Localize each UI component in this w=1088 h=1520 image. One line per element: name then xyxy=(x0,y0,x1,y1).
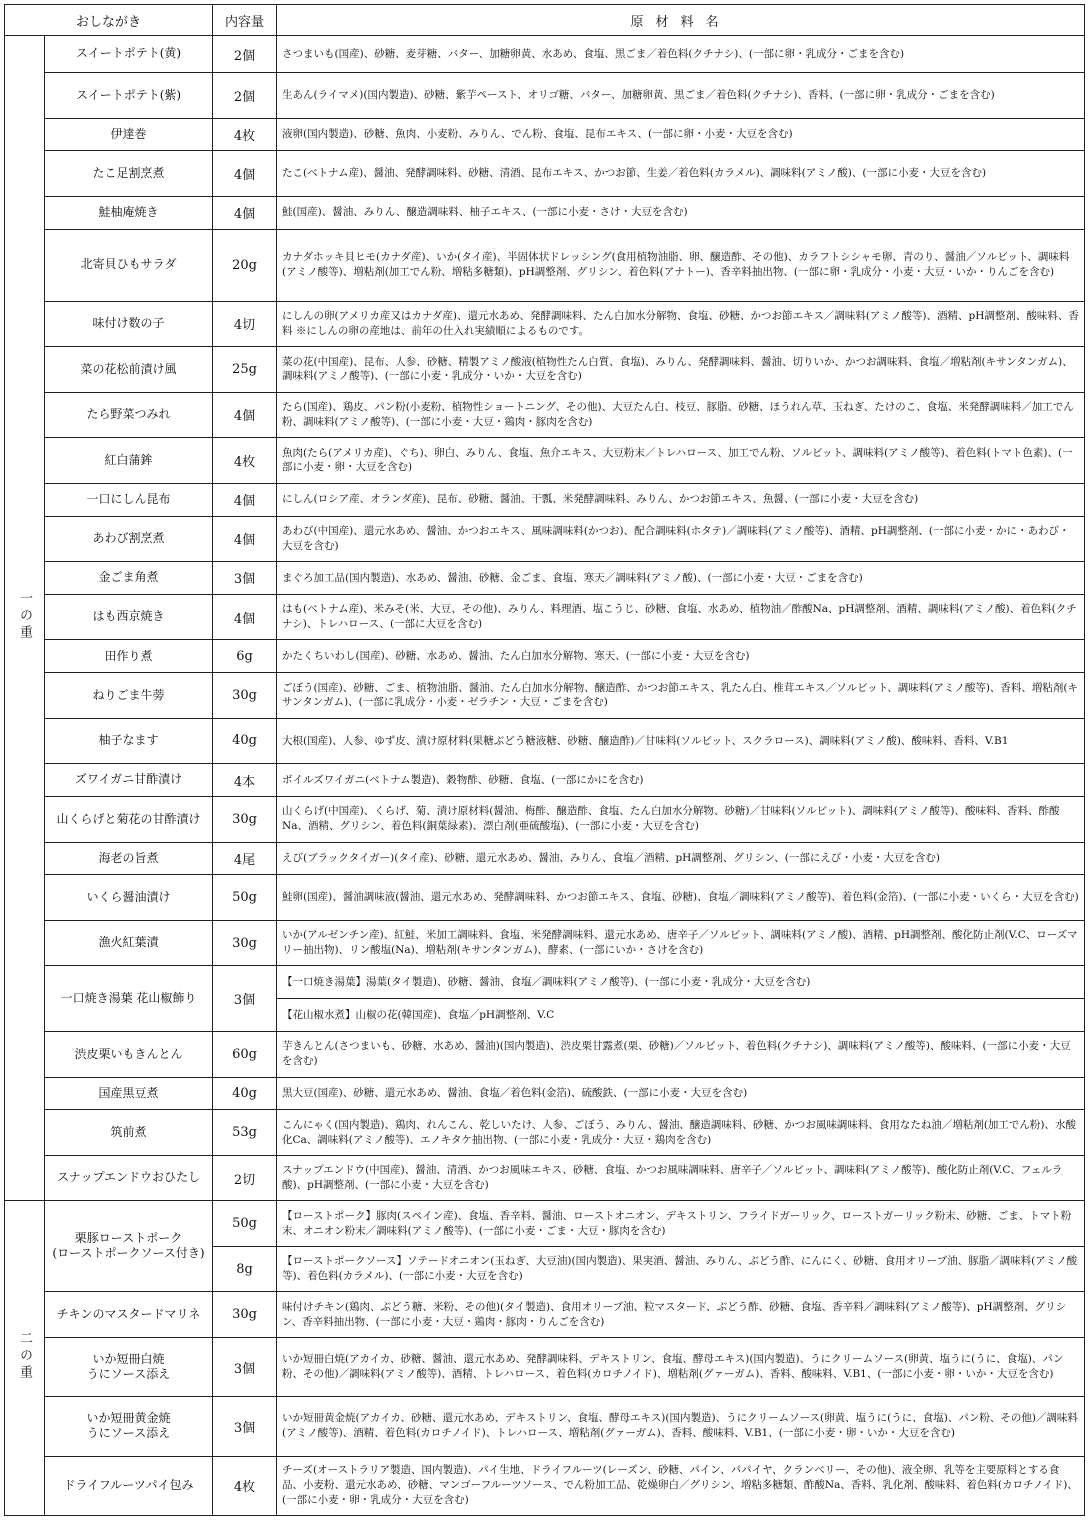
dish-name xyxy=(45,347,213,393)
table-row xyxy=(5,594,1085,640)
ingredients: えび(ブラックタイガー)(タイ産)、砂糖、還元水あめ、醤油、みりん、食塩／酒精、pH調整剤、グリシン、(一部にえび・小麦・大豆を含む) xyxy=(277,842,1085,875)
section-label-text: 二の重 xyxy=(17,1330,32,1382)
dish-name-line: ズワイガニ甘酢漬け xyxy=(74,772,183,787)
ingredients: 黒大豆(国産)、砂糖、還元水あめ、醤油、食塩／着色料(金箔)、硫酸鉄、(一部に小麦・大豆を含む) xyxy=(277,1077,1085,1110)
dish-name xyxy=(45,301,213,347)
dish-name xyxy=(45,797,213,843)
dish-name-line: 伊達巻 xyxy=(110,126,147,141)
dish-name xyxy=(45,1077,213,1110)
dish-name-line: はも西京焼き xyxy=(92,609,165,624)
dish-name xyxy=(45,516,213,562)
dish-name-line: スナップエンドウおひたし xyxy=(57,1170,200,1185)
ingredients: カナダホッキ貝ヒモ(カナダ産)、いか(タイ産)、半固体状ドレッシング(食用植物油脂、卵、醸造酢、その他)、カラフトシシャモ卵、青のり、醤油／ソルビット、調味料(アミノ酸等)、増粘剤(加工でん粉、増粘多糖類)、pH調整剤、グリシン、着色料(アナトー)、香辛料抽出物、(一部に卵・乳成分・小麦・大豆・いか・りんごを含む) xyxy=(277,229,1085,301)
ingredients: 芋きんとん(さつまいも、砂糖、水あめ、醤油)(国内製造)、渋皮栗甘露煮(栗、砂糖)／ソルビット、着色料(クチナシ)、調味料(アミノ酸等)、酸味料、(一部に小麦・大豆を含む) xyxy=(277,1032,1085,1078)
ingredients: いか短冊白焼(アカイカ、砂糖、醤油、還元水あめ、発酵調味料、デキストリン、食塩、酵母エキス)(国内製造)、うにクリームソース(卵黄、塩うに(うに、食塩)、パン粉、その他)／調味料(アミノ酸等)、酒精、トレハロース、着色料(カロチノイド)、増粘剤(グァーガム)、香料、酸味料、V.B1、(一部に小麦・卵・いか・大豆を含む) xyxy=(277,1337,1085,1396)
quantity: 20g xyxy=(213,229,277,301)
ingredients: 生あん(ライマメ)(国内製造)、砂糖、紫芋ペースト、オリゴ糖、バター、加糖卵黄、黒ごま／着色料(クチナシ)、香料、(一部に卵・乳成分・ごまを含む) xyxy=(277,73,1085,119)
table-row xyxy=(5,392,1085,438)
ingredients: まぐろ加工品(国内製造)、水あめ、醤油、砂糖、金ごま、食塩、寒天／調味料(アミノ酸)、(一部に小麦・大豆・ごまを含む) xyxy=(277,562,1085,595)
quantity: 25g xyxy=(213,347,277,393)
table-row xyxy=(5,1201,1085,1247)
dish-name-line: 金ごま角煮 xyxy=(98,570,159,585)
dish-name-line: チキンのマスタードマリネ xyxy=(56,1306,201,1321)
dish-name-line: 一口にしん昆布 xyxy=(86,491,171,506)
dish-name-line: 栗豚ローストポーク xyxy=(74,1230,183,1245)
ingredients: 鮭卵(国産)、醤油調味液(醤油、還元水あめ、発酵調味料、かつお節エキス、食塩、砂糖)、食塩／調味料(アミノ酸等)、着色料(金箔)、(一部に小麦・いくら・大豆を含む) xyxy=(277,875,1085,921)
dish-name xyxy=(45,1337,213,1396)
table-row xyxy=(5,483,1085,516)
table-body xyxy=(5,36,1085,1516)
dish-name-line: たら野菜つみれ xyxy=(86,407,171,422)
quantity: 4枚 xyxy=(213,1456,277,1515)
quantity: 30g xyxy=(213,673,277,719)
dish-name xyxy=(45,151,213,197)
dish-name xyxy=(45,392,213,438)
ingredients: いか(アルゼンチン産)、紅鮭、米加工調味料、食塩、米発酵調味料、還元水あめ、唐辛子／ソルビット、調味料(アミノ酸)、酒精、pH調整剤、酸化防止剤(V.C、ローズマリー抽出物)、リン酸塩(Na)、増粘剤(キサンタンガム)、酵素、(一部にいか・さけを含む) xyxy=(277,920,1085,966)
section-label xyxy=(5,36,45,1201)
quantity: 4個 xyxy=(213,196,277,229)
section-label xyxy=(5,1201,45,1516)
ingredients: スナップエンドウ(中国産)、醤油、清酒、かつお風味エキス、砂糖、食塩、かつお風味調味料、唐辛子／ソルビット、調味料(アミノ酸等)、酸化防止剤(V.C、フェルラ酸)、pH調整剤、(一部に小麦・大豆を含む) xyxy=(277,1155,1085,1201)
table-row xyxy=(5,1155,1085,1201)
dish-name xyxy=(45,1110,213,1156)
dish-name xyxy=(45,718,213,764)
table-row xyxy=(5,1456,1085,1515)
quantity: 4尾 xyxy=(213,842,277,875)
dish-name xyxy=(45,966,213,1032)
ingredients: 味付けチキン(鶏肉、ぶどう糖、米粉、その他)(タイ製造)、食用オリーブ油、粒マスタード、ぶどう酢、砂糖、食塩、香辛料／調味料(アミノ酸等)、pH調整剤、グリシン、香辛料抽出物、(一部に小麦・大豆・鶏肉・豚肉・りんごを含む) xyxy=(277,1292,1085,1338)
quantity: 3個 xyxy=(213,966,277,1032)
ingredients: 【ローストポークソース】ソテードオニオン(玉ねぎ、大豆油)(国内製造)、果実酒、醤油、みりん、ぶどう酢、にんにく、砂糖、食用オリーブ油、豚脂／調味料(アミノ酸等)、着色料(カラメル)、(一部に小麦・大豆を含む) xyxy=(277,1246,1085,1292)
table-row xyxy=(5,516,1085,562)
quantity: 4個 xyxy=(213,392,277,438)
table-row xyxy=(5,1337,1085,1396)
quantity: 4枚 xyxy=(213,438,277,484)
header-qty: 内容量 xyxy=(213,5,277,36)
dish-name xyxy=(45,438,213,484)
dish-name-line: 菜の花松前漬け風 xyxy=(80,361,177,376)
dish-name-line: いか短冊黄金焼 xyxy=(86,1410,171,1425)
table-row xyxy=(5,640,1085,673)
quantity: 8g xyxy=(213,1246,277,1292)
table-row xyxy=(5,673,1085,719)
ingredients: チーズ(オーストラリア製造、国内製造)、パイ生地、ドライフルーツ(レーズン、砂糖、パイン、パパイヤ、クランベリー、その他)、液全卵、乳等を主要原料とする食品、小麦粉、還元水あめ、砂糖、マンゴーフルーツソース、でん粉加工品、乾燥卵白／グリシン、増粘多糖類、酢酸Na、香料、乳化剤、酸味料、着色料(カロチノイド)、(一部に小麦・卵・乳成分・大豆を含む) xyxy=(277,1456,1085,1515)
section-label-text: 一の重 xyxy=(17,590,32,642)
quantity: 53g xyxy=(213,1110,277,1156)
ingredients: あわび(中国産)、還元水あめ、醤油、かつおエキス、風味調味料(かつお)、配合調味料(ホタテ)／調味料(アミノ酸等)、酒精、pH調整剤、(一部に小麦・かに・あわび・大豆を含む) xyxy=(277,516,1085,562)
ingredients: にしん(ロシア産、オランダ産)、昆布、砂糖、醤油、干瓢、米発酵調味料、みりん、かつお節エキス、魚醤、(一部に小麦・大豆を含む) xyxy=(277,483,1085,516)
ingredients: 【一口焼き湯葉】湯葉(タイ製造)、砂糖、醤油、食塩／調味料(アミノ酸等)、(一部に小麦・乳成分・大豆を含む) xyxy=(277,966,1085,999)
table-row xyxy=(5,966,1085,999)
header-row xyxy=(5,5,1085,36)
ingredients: 菜の花(中国産)、昆布、人参、砂糖、精製アミノ酸液(植物性たん白質、食塩)、みりん、発酵調味料、醤油、切りいか、かつお調味料、食塩／増粘剤(キサンタンガム)、調味料(アミノ酸等)、(一部に小麦・乳成分・いか・大豆を含む) xyxy=(277,347,1085,393)
header-name: おしながき xyxy=(5,5,213,36)
quantity: 50g xyxy=(213,1201,277,1247)
table-row xyxy=(5,1397,1085,1456)
ingredients: 大根(国産)、人参、ゆず皮、漬け原材料(果糖ぶどう糖液糖、砂糖、醸造酢)／甘味料(ソルビット、スクラロース)、調味料(アミノ酸)、酸味料、香料、V.B1 xyxy=(277,718,1085,764)
quantity: 40g xyxy=(213,1077,277,1110)
quantity: 3個 xyxy=(213,562,277,595)
table-row xyxy=(5,1077,1085,1110)
quantity: 40g xyxy=(213,718,277,764)
quantity: 4個 xyxy=(213,151,277,197)
ingredients: いか短冊黄金焼(アカイカ、砂糖、還元水あめ、デキストリン、食塩、酵母エキス)(国内製造)、うにクリームソース(卵黄、塩うに(うに、食塩)、パン粉、その他)／調味料(アミノ酸等)、酒精、着色料(カロチノイド)、トレハロース、増粘剤(グァーガム)、香料、酸味料、V.B1、(一部に小麦・卵・いか・大豆を含む) xyxy=(277,1397,1085,1456)
quantity: 2切 xyxy=(213,1155,277,1201)
quantity: 30g xyxy=(213,1292,277,1338)
dish-name xyxy=(45,673,213,719)
ingredients: ボイルズワイガニ(ベトナム製造)、穀物酢、砂糖、食塩、(一部にかにを含む) xyxy=(277,764,1085,797)
dish-name-subline: うにソース添え xyxy=(86,1426,171,1441)
dish-name xyxy=(45,229,213,301)
dish-name xyxy=(45,1201,213,1292)
dish-name-line: いくら醤油漬け xyxy=(86,889,171,904)
table-row xyxy=(5,1110,1085,1156)
table-row xyxy=(5,875,1085,921)
dish-name-line: 渋皮栗いもきんとん xyxy=(74,1046,183,1061)
dish-name-subline: うにソース添え xyxy=(86,1367,171,1382)
ingredients: 魚肉(たら(アメリカ産)、ぐち)、卵白、みりん、食塩、魚介エキス、大豆粉末／トレハロース、加工でん粉、ソルビット、調味料(アミノ酸等)、着色料(トマト色素)、(一部に小麦・卵・大豆を含む) xyxy=(277,438,1085,484)
table-row xyxy=(5,301,1085,347)
ingredients: 液卵(国内製造)、砂糖、魚肉、小麦粉、みりん、でん粉、食塩、昆布エキス、(一部に卵・小麦・大豆を含む) xyxy=(277,118,1085,151)
dish-name-line: 漁火紅葉漬 xyxy=(98,935,159,950)
dish-name xyxy=(45,1032,213,1078)
ingredients: 【ローストポーク】豚肉(スペイン産)、食塩、香辛料、醤油、ローストオニオン、デキストリン、フライドガーリック、ローストガーリック粉末、砂糖、ごま、トマト粉末、オニオン粉末／調味料(アミノ酸等)、(一部に小麦・ごま・大豆・豚肉を含む) xyxy=(277,1201,1085,1247)
dish-name-line: ドライフルーツパイ包み xyxy=(63,1477,194,1492)
table-row xyxy=(5,73,1085,119)
table-row xyxy=(5,1292,1085,1338)
dish-name xyxy=(45,1397,213,1456)
dish-name-line: 一口焼き湯葉 花山椒飾り xyxy=(60,990,197,1005)
dish-name xyxy=(45,594,213,640)
quantity: 60g xyxy=(213,1032,277,1078)
quantity: 2個 xyxy=(213,36,277,73)
dish-name xyxy=(45,764,213,797)
dish-name-line: 田作り煮 xyxy=(104,648,153,663)
dish-name xyxy=(45,196,213,229)
ingredients: 山くらげ(中国産)、くらげ、菊、漬け原材料(醤油、梅酢、醸造酢、食塩、たん白加水分解物、砂糖)／甘味料(ソルビット)、調味料(アミノ酸等)、酸味料、香料、酢酸Na、酒精、グリシン、着色料(銅葉緑素)、漂白剤(亜硫酸塩)、(一部に小麦・大豆を含む) xyxy=(277,797,1085,843)
ingredients: たこ(ベトナム産)、醤油、発酵調味料、砂糖、清酒、昆布エキス、かつお節、生姜／着色料(カラメル)、調味料(アミノ酸)、(一部に小麦・大豆を含む) xyxy=(277,151,1085,197)
quantity: 3個 xyxy=(213,1397,277,1456)
dish-name xyxy=(45,920,213,966)
quantity: 4枚 xyxy=(213,118,277,151)
dish-name-line: スイートポテト(黄) xyxy=(75,46,182,61)
table-row xyxy=(5,797,1085,843)
ingredients-table xyxy=(4,4,1085,1516)
table-row xyxy=(5,229,1085,301)
dish-name xyxy=(45,875,213,921)
quantity: 6g xyxy=(213,640,277,673)
quantity: 50g xyxy=(213,875,277,921)
dish-name-line: 山くらげと菊花の甘酢漬け xyxy=(56,811,201,826)
dish-name-line: 海老の旨煮 xyxy=(98,850,159,865)
dish-name xyxy=(45,118,213,151)
ingredients: ごぼう(国産)、砂糖、ごま、植物油脂、醤油、たん白加水分解物、醸造酢、かつお節エキス、乳たん白、椎茸エキス／ソルビット、調味料(アミノ酸等)、香料、増粘剤(キサンタンガム)、(一部に乳成分・小麦・ゼラチン・大豆・ごまを含む) xyxy=(277,673,1085,719)
dish-name xyxy=(45,73,213,119)
ingredients: たら(国産)、鶏皮、パン粉(小麦粉、植物性ショートニング、その他)、大豆たん白、枝豆、豚脂、砂糖、ほうれん草、玉ねぎ、たけのこ、食塩、米発酵調味料／加工でん粉、調味料(アミノ酸等)、(一部に小麦・大豆・鶏肉・豚肉を含む) xyxy=(277,392,1085,438)
quantity: 4個 xyxy=(213,483,277,516)
quantity: 4個 xyxy=(213,516,277,562)
dish-name-line: 筑前煮 xyxy=(110,1124,147,1139)
ingredients: さつまいも(国産)、砂糖、麦芽糖、バター、加糖卵黄、水あめ、食塩、黒ごま／着色料(クチナシ)、(一部に卵・乳成分・ごまを含む) xyxy=(277,36,1085,73)
dish-name-line: いか短冊白焼 xyxy=(92,1351,165,1366)
ingredients: はも(ベトナム産)、米みそ(米、大豆、その他)、みりん、料理酒、塩こうじ、砂糖、食塩、水あめ、植物油／酢酸Na、pH調整剤、酒精、調味料(アミノ酸)、着色料(クチナシ)、トレハロース、(一部に大豆を含む) xyxy=(277,594,1085,640)
dish-name-line: 紅白蒲鉾 xyxy=(104,452,153,467)
dish-name xyxy=(45,640,213,673)
quantity: 3個 xyxy=(213,1337,277,1396)
ingredients: にしんの卵(アメリカ産又はカナダ産)、還元水あめ、発酵調味料、たん白加水分解物、食塩、砂糖、かつお節エキス／調味料(アミノ酸等)、酒精、pH調整剤、酸味料、香料 ※にしんの卵の産地は、前年の仕入れ実績順によるものです。 xyxy=(277,301,1085,347)
ingredients: かたくちいわし(国産)、砂糖、水あめ、醤油、たん白加水分解物、寒天、(一部に小麦・大豆を含む) xyxy=(277,640,1085,673)
table-row xyxy=(5,438,1085,484)
dish-name-line: あわび割烹煮 xyxy=(92,531,165,546)
dish-name-subline: (ローストポークソース付き) xyxy=(52,1246,205,1261)
dish-name-line: 国産黒豆煮 xyxy=(98,1085,159,1100)
dish-name xyxy=(45,36,213,73)
table-row xyxy=(5,36,1085,73)
dish-name-line: たこ足割烹煮 xyxy=(92,165,165,180)
table-row xyxy=(5,764,1085,797)
quantity: 30g xyxy=(213,797,277,843)
table-row xyxy=(5,562,1085,595)
table-row xyxy=(5,920,1085,966)
table-row xyxy=(5,1032,1085,1078)
ingredients: 鮭(国産)、醤油、みりん、醸造調味料、柚子エキス、(一部に小麦・さけ・大豆を含む) xyxy=(277,196,1085,229)
table-row xyxy=(5,347,1085,393)
table-row xyxy=(5,118,1085,151)
dish-name xyxy=(45,562,213,595)
dish-name-line: 鮭柚庵焼き xyxy=(98,205,159,219)
quantity: 4切 xyxy=(213,301,277,347)
ingredients: こんにゃく(国内製造)、鶏肉、れんこん、乾しいたけ、人参、ごぼう、みりん、醤油、醸造調味料、砂糖、かつお風味調味料、食用なたね油／増粘剤(加工でん粉)、水酸化Ca、調味料(アミノ酸等)、エノキタケ抽出物、(一部に小麦・乳成分・大豆・鶏肉を含む) xyxy=(277,1110,1085,1156)
header-ingredients: 原材料名 xyxy=(277,5,1085,36)
ingredients: 【花山椒水煮】山椒の花(韓国産)、食塩／pH調整剤、V.C xyxy=(277,999,1085,1032)
table-row xyxy=(5,151,1085,197)
dish-name-line: 北寄貝ひもサラダ xyxy=(80,257,177,272)
dish-name-line: ねりごま牛蒡 xyxy=(92,687,165,702)
quantity: 4本 xyxy=(213,764,277,797)
dish-name xyxy=(45,1155,213,1201)
table-row xyxy=(5,718,1085,764)
quantity: 30g xyxy=(213,920,277,966)
table-row xyxy=(5,842,1085,875)
dish-name xyxy=(45,483,213,516)
quantity: 4個 xyxy=(213,594,277,640)
dish-name-line: スイートポテト(紫) xyxy=(75,87,182,102)
table-row xyxy=(5,196,1085,229)
dish-name-line: 味付け数の子 xyxy=(92,316,165,331)
quantity: 2個 xyxy=(213,73,277,119)
dish-name xyxy=(45,842,213,875)
dish-name xyxy=(45,1456,213,1515)
dish-name xyxy=(45,1292,213,1338)
dish-name-line: 柚子なます xyxy=(98,733,159,748)
